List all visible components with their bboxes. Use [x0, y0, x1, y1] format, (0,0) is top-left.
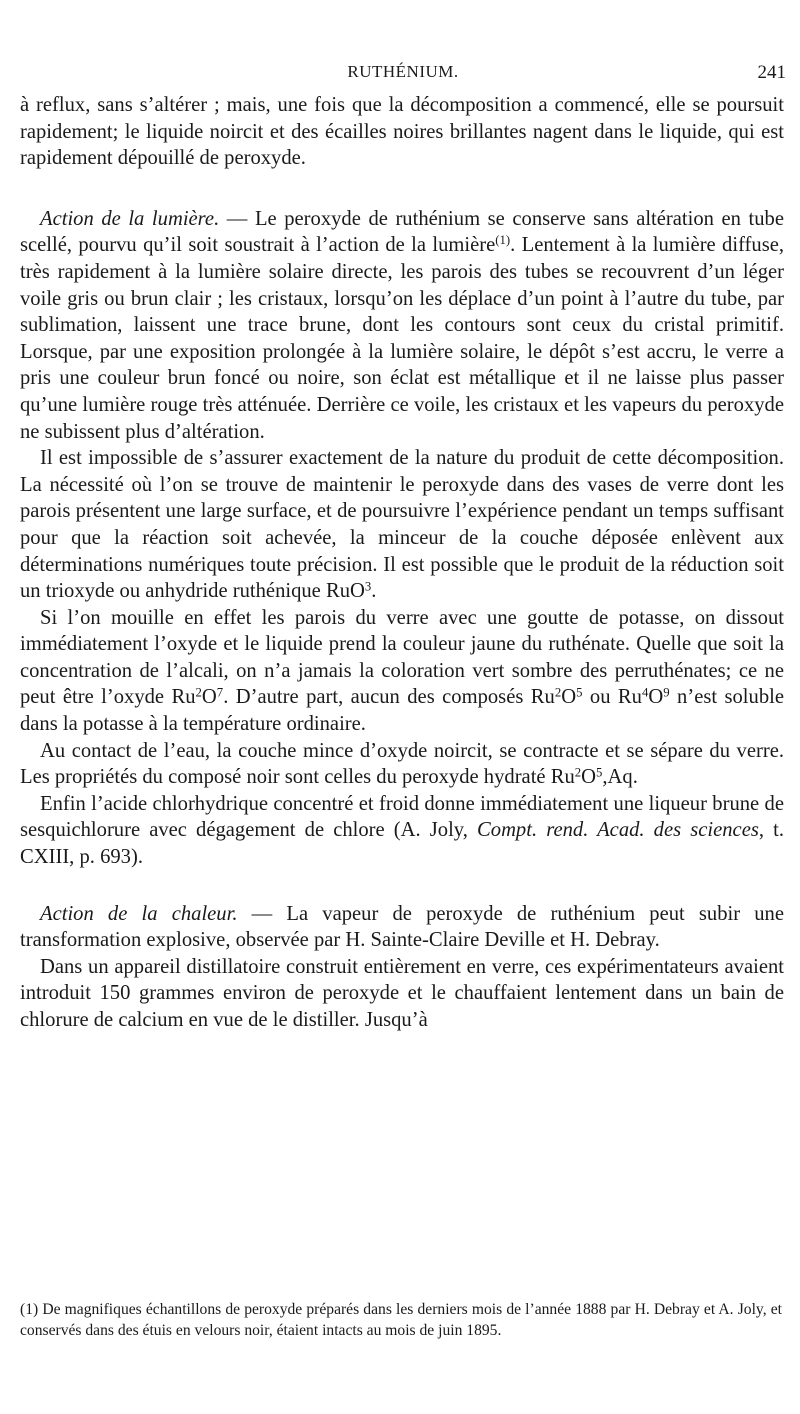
superscript: 4	[641, 686, 649, 701]
citation-title: Compt. rend. Acad. des sciences	[477, 819, 759, 842]
paragraph-acide	[20, 791, 784, 871]
running-head: RUTHÉNIUM.	[347, 62, 459, 81]
footnote-text: (1) De magnifiques échantillons de peroxyde préparés dans les derniers mois de l’année 1888 par H. Debray et A. Joly, et conservés dans des étuis en velours noir, étaient intacts au mois de juin 1895.	[20, 1301, 782, 1339]
paragraph-potasse	[20, 605, 784, 738]
section-heading-chaleur: Action de la chaleur.	[40, 902, 238, 925]
paragraph-text: Si l’on mouille en effet les parois du verre avec une goutte de potasse, on dissout immédiatement l’oxyde et le liquide prend la couleur jaune du ruthénate. Quelle que soit la concentration de l’alcali, on n’a jamais la coloration vert sombre des perruthénates; ce ne peut être l’oxyde Ru	[20, 606, 784, 709]
paragraph-text: — Le peroxyde de ruthénium se conserve sans altération en tube scellé, pourvu qu’il soit soustrait à l’action de la lumière	[20, 207, 784, 257]
page-header	[20, 62, 786, 88]
superscript: 9	[663, 686, 670, 701]
paragraph-action-lumiere	[20, 206, 784, 445]
superscript: 5	[576, 686, 583, 701]
paragraph-continuation	[20, 92, 784, 172]
superscript: 2	[195, 686, 202, 701]
superscript: 2	[554, 686, 562, 701]
paragraph-text: O	[561, 686, 577, 709]
footnote	[20, 1300, 782, 1341]
paragraph-text: . D’autre part, aucun des composés Ru	[223, 686, 555, 709]
paragraph-text: ou Ru	[582, 686, 642, 709]
superscript: 5	[596, 765, 603, 780]
paragraph-appareil	[20, 954, 784, 1034]
page-number: 241	[757, 62, 786, 83]
paragraph-text: . Lentement à la lumière diffuse, très rapidement à la lumière solaire directe, les parois des tubes se recouvrent d’un léger voile gris ou brun clair ; les cristaux, lorsqu’on les déplace d’un point à l’autre du tube, par sublimation, laissent une trace brune, dont les contours sont ceux du cristal primitif. Lorsque, par une exposition prolongée à la lumière solaire, le dépôt s’est accru, le verre a pris une couleur brun foncé ou noire, son éclat est métallique et il ne laisse plus passer qu’une lumière rouge très atténuée. Derrière ce voile, les cristaux et les vapeurs du peroxyde ne subissent plus d’altération.	[20, 234, 785, 443]
paragraph-text: .	[371, 580, 377, 603]
paragraph-text: , t. CXIII, p. 693).	[20, 819, 784, 869]
body-text	[20, 92, 784, 1034]
paragraph-decomposition	[20, 445, 784, 605]
paragraph-text: Au contact de l’eau, la couche mince d’oxyde noircit, se contracte et se sépare du verre. Les propriétés du composé noir sont celles du peroxyde hydraté Ru	[20, 739, 784, 789]
superscript: 2	[574, 765, 582, 780]
paragraph-text: O	[201, 686, 217, 709]
superscript: 3	[364, 579, 372, 594]
paragraph-action-chaleur	[20, 901, 784, 954]
paragraph-text: Il est impossible de s’assurer exactement de la nature du produit de cette décomposition. La nécessité où l’on se trouve de maintenir le peroxyde dans des vases de verre dont les parois présentent une large surface, et de poursuivre l’expérience pendant un temps suffisant pour que la réaction soit achevée, la minceur de la couche déposée enlèvent aux déterminations numériques toute précision. Il est possible que le produit de la réduction soit un trioxyde ou anhydride ruthénique RuO	[20, 447, 784, 603]
footnote-reference: (1)	[495, 233, 511, 248]
paragraph-eau	[20, 738, 784, 791]
superscript: 7	[216, 686, 224, 701]
paragraph-text: O	[648, 686, 664, 709]
paragraph-text: Enfin l’acide chlorhydrique concentré et froid donne immédiatement une liqueur brune de sesquichlorure avec dégagement de chlore (A. Joly,	[20, 792, 784, 842]
paragraph-text: n’est soluble dans la potasse à la température ordinaire.	[20, 686, 784, 736]
paragraph-text: ,Aq.	[602, 766, 638, 789]
paragraph-text: à reflux, sans s’altérer ; mais, une fois que la décomposition a commencé, elle se poursuit rapidement; le liquide noircit et des écailles noires brillantes nagent dans le liquide, qui est rapidement dépouillé de peroxyde.	[20, 94, 784, 170]
paragraph-text: — La vapeur de peroxyde de ruthénium peut subir une transformation explosive, observée par H. Sainte-Claire Deville et H. Debray.	[20, 902, 784, 952]
paragraph-text: Dans un appareil distillatoire construit entièrement en verre, ces expérimentateurs avaient introduit 150 grammes environ de peroxyde et le chauffaient lentement dans un bain de chlorure de calcium en vue de le distiller. Jusqu’à	[20, 955, 784, 1031]
section-heading-lumiere: Action de la lumière.	[40, 207, 220, 230]
paragraph-text: O	[581, 766, 597, 789]
